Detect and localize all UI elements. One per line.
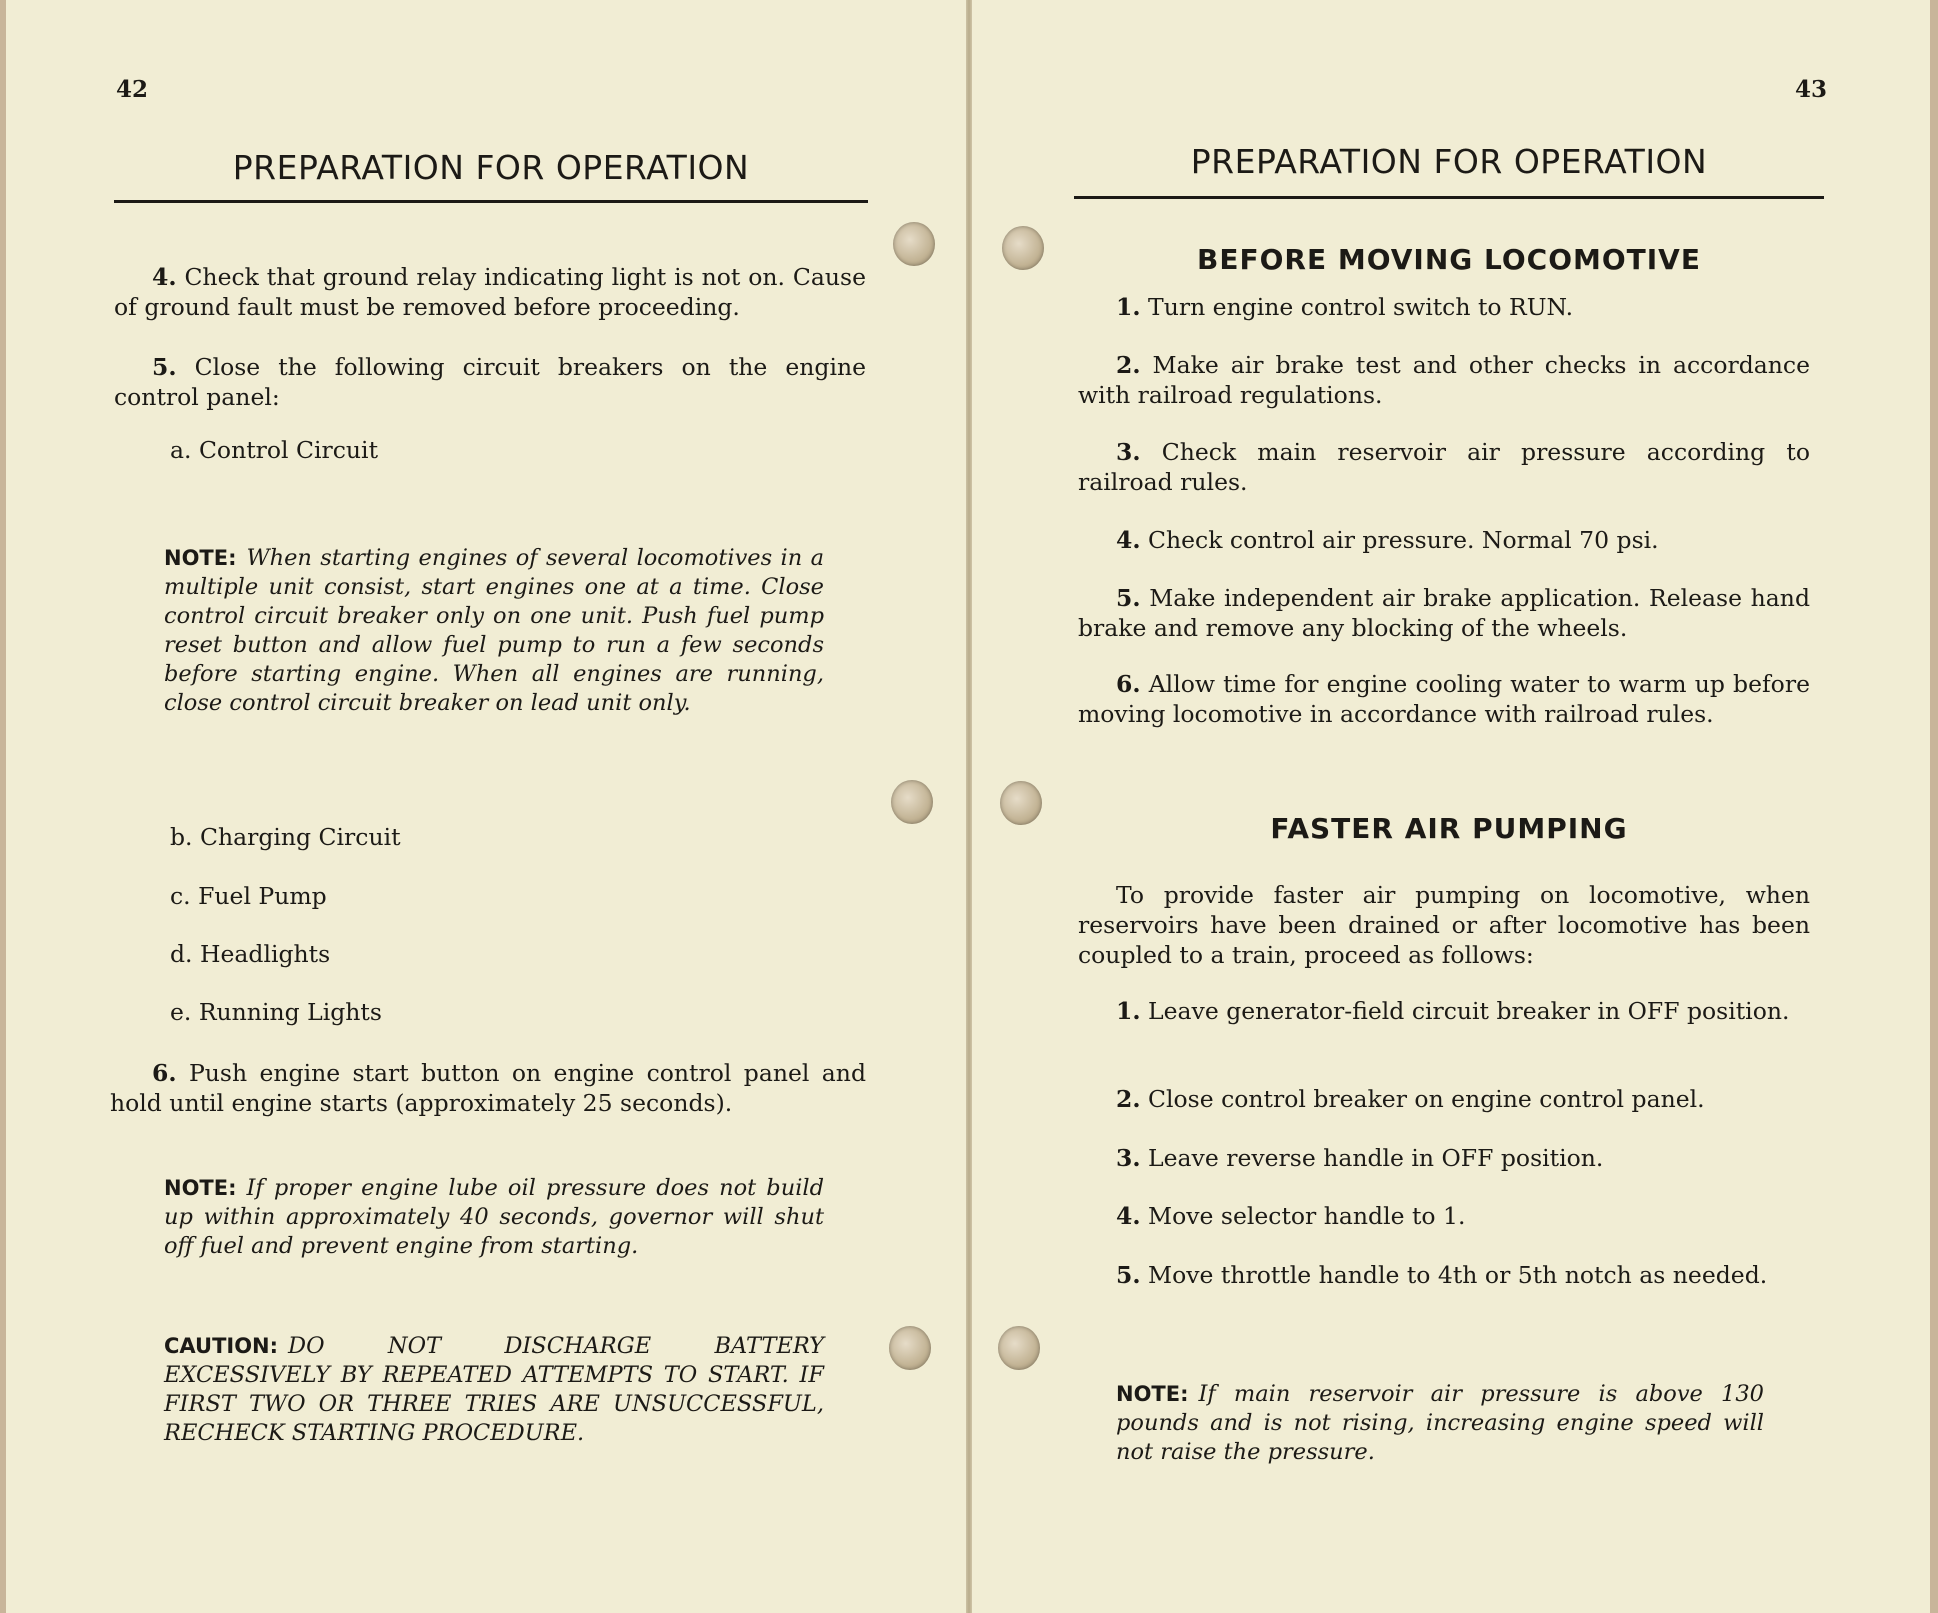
s1-step-6: [1078, 669, 1810, 729]
step-text: Check that ground relay indicating light is not on. Cause of ground fault must be removed before proceeding.: [114, 263, 866, 321]
note-label: NOTE:: [164, 1176, 237, 1200]
step-text: Close the following circuit breakers on the engine control panel:: [114, 353, 866, 411]
step-number: 5.: [152, 353, 177, 381]
note-lube-oil: [164, 1174, 824, 1261]
step-text: Check control air pressure. Normal 70 psi.: [1148, 526, 1659, 554]
s2-step-2: [1078, 1084, 1810, 1114]
step-text: Turn engine control switch to RUN.: [1148, 293, 1574, 321]
note-label: NOTE:: [164, 546, 237, 570]
step-number: 4.: [152, 263, 177, 291]
note-text: If main reservoir air pressure is above 130 pounds and is not rising, increasing engine speed will not raise the pressure.: [1116, 1381, 1764, 1465]
s1-step-5: [1078, 583, 1810, 643]
breaker-d: d. Headlights: [170, 940, 331, 968]
step-number: 3.: [1116, 438, 1141, 466]
step-4: [114, 262, 866, 322]
step-number: 6.: [152, 1059, 177, 1087]
step-text: Move throttle handle to 4th or 5th notch as needed.: [1148, 1261, 1768, 1289]
step-text: Push engine start button on engine control panel and hold until engine starts (approximately 25 seconds).: [110, 1059, 866, 1117]
step-text: Make independent air brake application. Release hand brake and remove any blocking of the wheels.: [1078, 584, 1810, 642]
section-title-faster-air: FASTER AIR PUMPING: [1270, 812, 1628, 845]
step-number: 5.: [1116, 584, 1141, 612]
s1-step-3: [1078, 437, 1810, 497]
s2-intro: [1078, 880, 1810, 970]
breaker-c: c. Fuel Pump: [170, 882, 327, 910]
step-number: 2.: [1116, 1085, 1141, 1113]
binder-hole: [893, 222, 935, 266]
step-number: 6.: [1116, 670, 1141, 698]
step-text: Leave generator-field circuit breaker in OFF position.: [1148, 997, 1790, 1025]
step-5: [114, 352, 866, 412]
binder-hole: [998, 1326, 1040, 1370]
step-6: [110, 1058, 866, 1118]
running-head: PREPARATION FOR OPERATION: [1190, 142, 1708, 181]
s2-step-3: [1078, 1143, 1810, 1173]
step-text: Check main reservoir air pressure according to railroad rules.: [1078, 438, 1810, 496]
binder-hole: [889, 1326, 931, 1370]
header-rule: [114, 200, 868, 203]
s2-step-5: [1078, 1260, 1810, 1290]
note-multiple-unit: [164, 544, 824, 718]
left-page: [6, 0, 966, 1613]
binder-hole: [1002, 226, 1044, 270]
right-page: [972, 0, 1930, 1613]
breaker-b: b. Charging Circuit: [170, 823, 401, 851]
caution-battery: [164, 1332, 824, 1448]
step-number: 2.: [1116, 351, 1141, 379]
binder-hole: [891, 780, 933, 824]
note-text: If proper engine lube oil pressure does not build up within approximately 40 seconds, governor will shut off fuel and prevent engine from starting.: [164, 1175, 824, 1259]
step-text: Leave reverse handle in OFF position.: [1148, 1144, 1604, 1172]
running-head: PREPARATION FOR OPERATION: [232, 148, 750, 187]
note-text: When starting engines of several locomotives in a multiple unit consist, start engines one at a time. Close control circuit breaker only on one unit. Push fuel pump reset button and allow fuel pump to run a few seconds before starting engine. When all engines are running, close control circuit breaker on lead unit only.: [164, 545, 824, 716]
binder-hole: [1000, 781, 1042, 825]
step-number: 1.: [1116, 997, 1141, 1025]
breaker-e: e. Running Lights: [170, 998, 382, 1026]
section-title-before-moving: BEFORE MOVING LOCOMOTIVE: [1197, 243, 1701, 276]
s2-step-1: [1078, 996, 1810, 1026]
step-number: 4.: [1116, 526, 1141, 554]
step-number: 3.: [1116, 1144, 1141, 1172]
s1-step-4: [1078, 525, 1810, 555]
s1-step-2: [1078, 350, 1810, 410]
page-number: 43: [1795, 76, 1828, 103]
header-rule: [1074, 196, 1824, 199]
breaker-a: a. Control Circuit: [170, 436, 379, 464]
page-number: 42: [116, 76, 149, 103]
note-reservoir-pressure: [1116, 1380, 1764, 1467]
step-number: 4.: [1116, 1202, 1141, 1230]
step-number: 1.: [1116, 293, 1141, 321]
step-text: Close control breaker on engine control panel.: [1148, 1085, 1705, 1113]
step-text: Make air brake test and other checks in accordance with railroad regulations.: [1078, 351, 1810, 409]
step-text: Allow time for engine cooling water to warm up before moving locomotive in accordance with railroad rules.: [1078, 670, 1810, 728]
intro-text: To provide faster air pumping on locomotive, when reservoirs have been drained or after locomotive has been coupled to a train, proceed as follows:: [1078, 881, 1810, 969]
note-label: NOTE:: [1116, 1382, 1189, 1406]
caution-label: CAUTION:: [164, 1334, 279, 1358]
s1-step-1: [1078, 292, 1810, 322]
s2-step-4: [1078, 1201, 1810, 1231]
step-number: 5.: [1116, 1261, 1141, 1289]
caution-text: DO NOT DISCHARGE BATTERY EXCESSIVELY BY REPEATED ATTEMPTS TO START. IF FIRST TWO OR THREE TRIES ARE UNSUCCESSFUL, RECHECK STARTING PROCEDURE.: [164, 1333, 824, 1446]
step-text: Move selector handle to 1.: [1148, 1202, 1466, 1230]
